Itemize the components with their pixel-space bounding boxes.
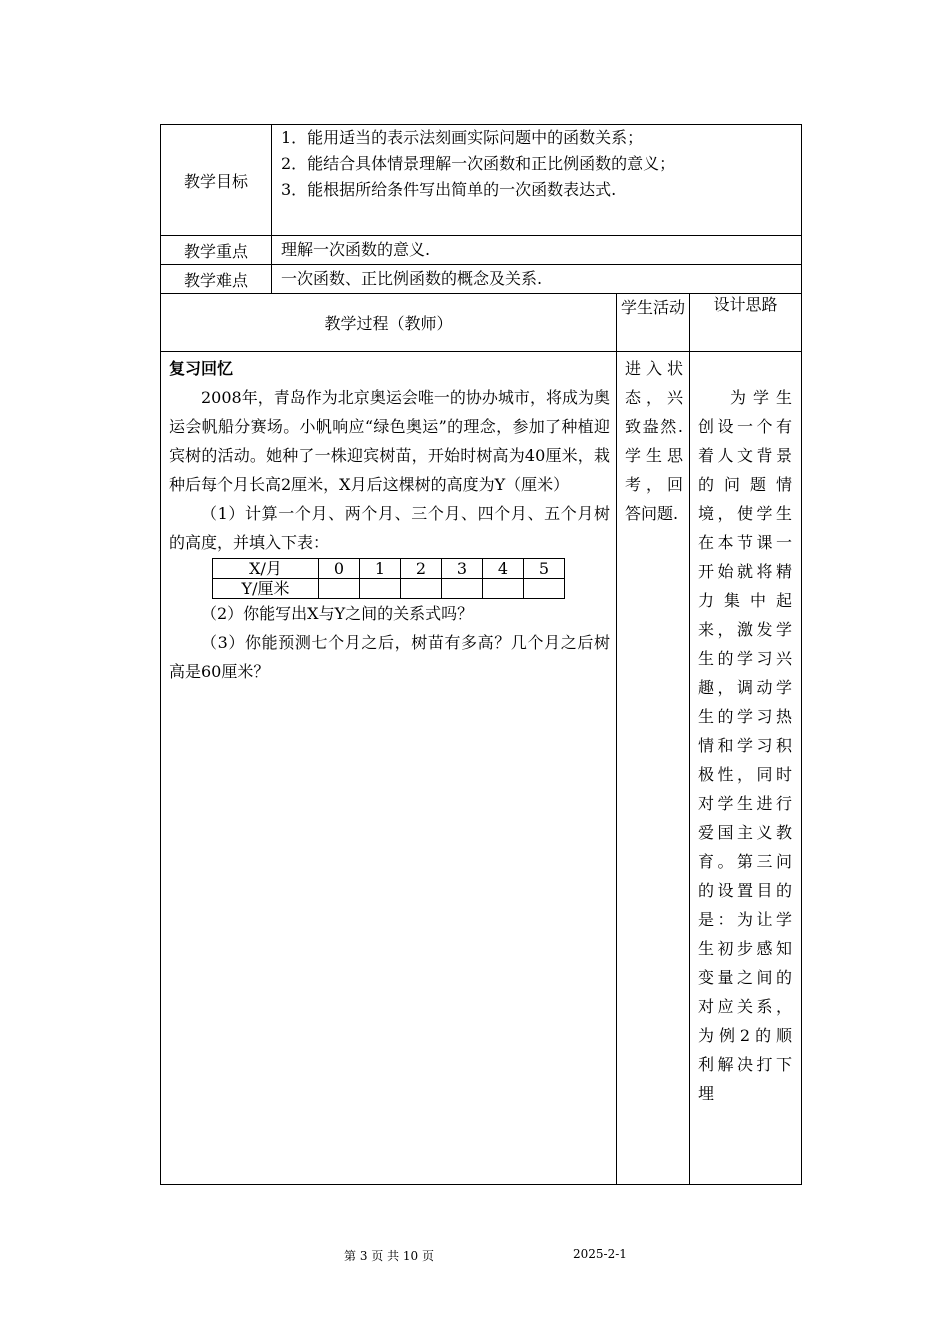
table-cell xyxy=(483,579,524,599)
footer-date: 2025-2-1 xyxy=(573,1247,627,1261)
objectives-row xyxy=(161,125,802,236)
design-text: 为学生创设一个有着人文背景的问题情境，使学生在本节课一开始就将精力集中起来，激发学生的学习兴趣，调动学生的学习热情和学习积极性，同时对学生进行爱国主义教育。第三问的设置目的是：为让学生初步感知变量之间的对应关系，为例2的顺利解决打下埋 xyxy=(698,388,796,1103)
intro-paragraph: 2008年，青岛作为北京奥运会唯一的协办城市，将成为奥运会帆船分赛场。小帆响应“绿色奥运”的理念，参加了种植迎宾树的活动。她种了一株迎宾树苗，开始时树高为40厘米，栽种后每个月长高2厘米，X月后这棵树的高度为Y（厘米） xyxy=(169,388,610,494)
key-point-row xyxy=(161,236,802,265)
difficulty-label: 教学难点 xyxy=(161,265,272,294)
height-table xyxy=(212,558,565,599)
student-activity: 进入状态，兴致盎然.学生思考，回答问题. xyxy=(617,352,690,1185)
table-cell: 4 xyxy=(483,559,524,579)
question-2: （2）你能写出X与Y之间的关系式吗？ xyxy=(201,604,474,623)
student-header: 学生活动 xyxy=(617,294,690,352)
question-3: （3）你能预测七个月之后，树苗有多高？几个月之后树高是60厘米？ xyxy=(169,633,610,681)
table-cell: 3 xyxy=(442,559,483,579)
table-cell xyxy=(401,579,442,599)
key-point-label: 教学重点 xyxy=(161,236,272,265)
objective-item: 1．能用适当的表示法刻画实际问题中的函数关系； xyxy=(281,128,644,147)
question-1: （1）计算一个月、两个月、三个月、四个月、五个月树的高度，并填入下表： xyxy=(169,504,610,552)
table-cell: Y/厘米 xyxy=(213,579,319,599)
table-cell xyxy=(442,579,483,599)
objective-item: 2．能结合具体情景理解一次函数和正比例函数的意义； xyxy=(281,154,676,173)
table-cell: 0 xyxy=(319,559,360,579)
objectives-content xyxy=(272,125,802,236)
page-number: 第 3 页 共 10 页 xyxy=(344,1249,434,1263)
table-cell: 2 xyxy=(401,559,442,579)
table-cell xyxy=(360,579,401,599)
table-cell xyxy=(319,579,360,599)
key-point-text: 理解一次函数的意义. xyxy=(272,236,802,265)
objectives-label: 教学目标 xyxy=(161,125,272,236)
table-row xyxy=(213,579,565,599)
section-title: 复习回忆 xyxy=(169,359,234,378)
difficulty-text: 一次函数、正比例函数的概念及关系. xyxy=(272,265,802,294)
lesson-plan-table xyxy=(160,124,802,1185)
design-header: 设计思路 xyxy=(690,294,802,352)
objective-item: 3．能根据所给条件写出简单的一次函数表达式. xyxy=(281,180,617,199)
spacer xyxy=(698,354,795,383)
content-row xyxy=(161,352,802,1185)
design-idea xyxy=(690,352,802,1185)
table-cell xyxy=(524,579,565,599)
process-header: 教学过程（教师） xyxy=(161,294,617,352)
table-cell: 5 xyxy=(524,559,565,579)
table-row xyxy=(213,559,565,579)
teaching-process xyxy=(161,352,617,1185)
table-cell: 1 xyxy=(360,559,401,579)
column-header-row xyxy=(161,294,802,352)
table-cell: X/月 xyxy=(213,559,319,579)
difficulty-row xyxy=(161,265,802,294)
